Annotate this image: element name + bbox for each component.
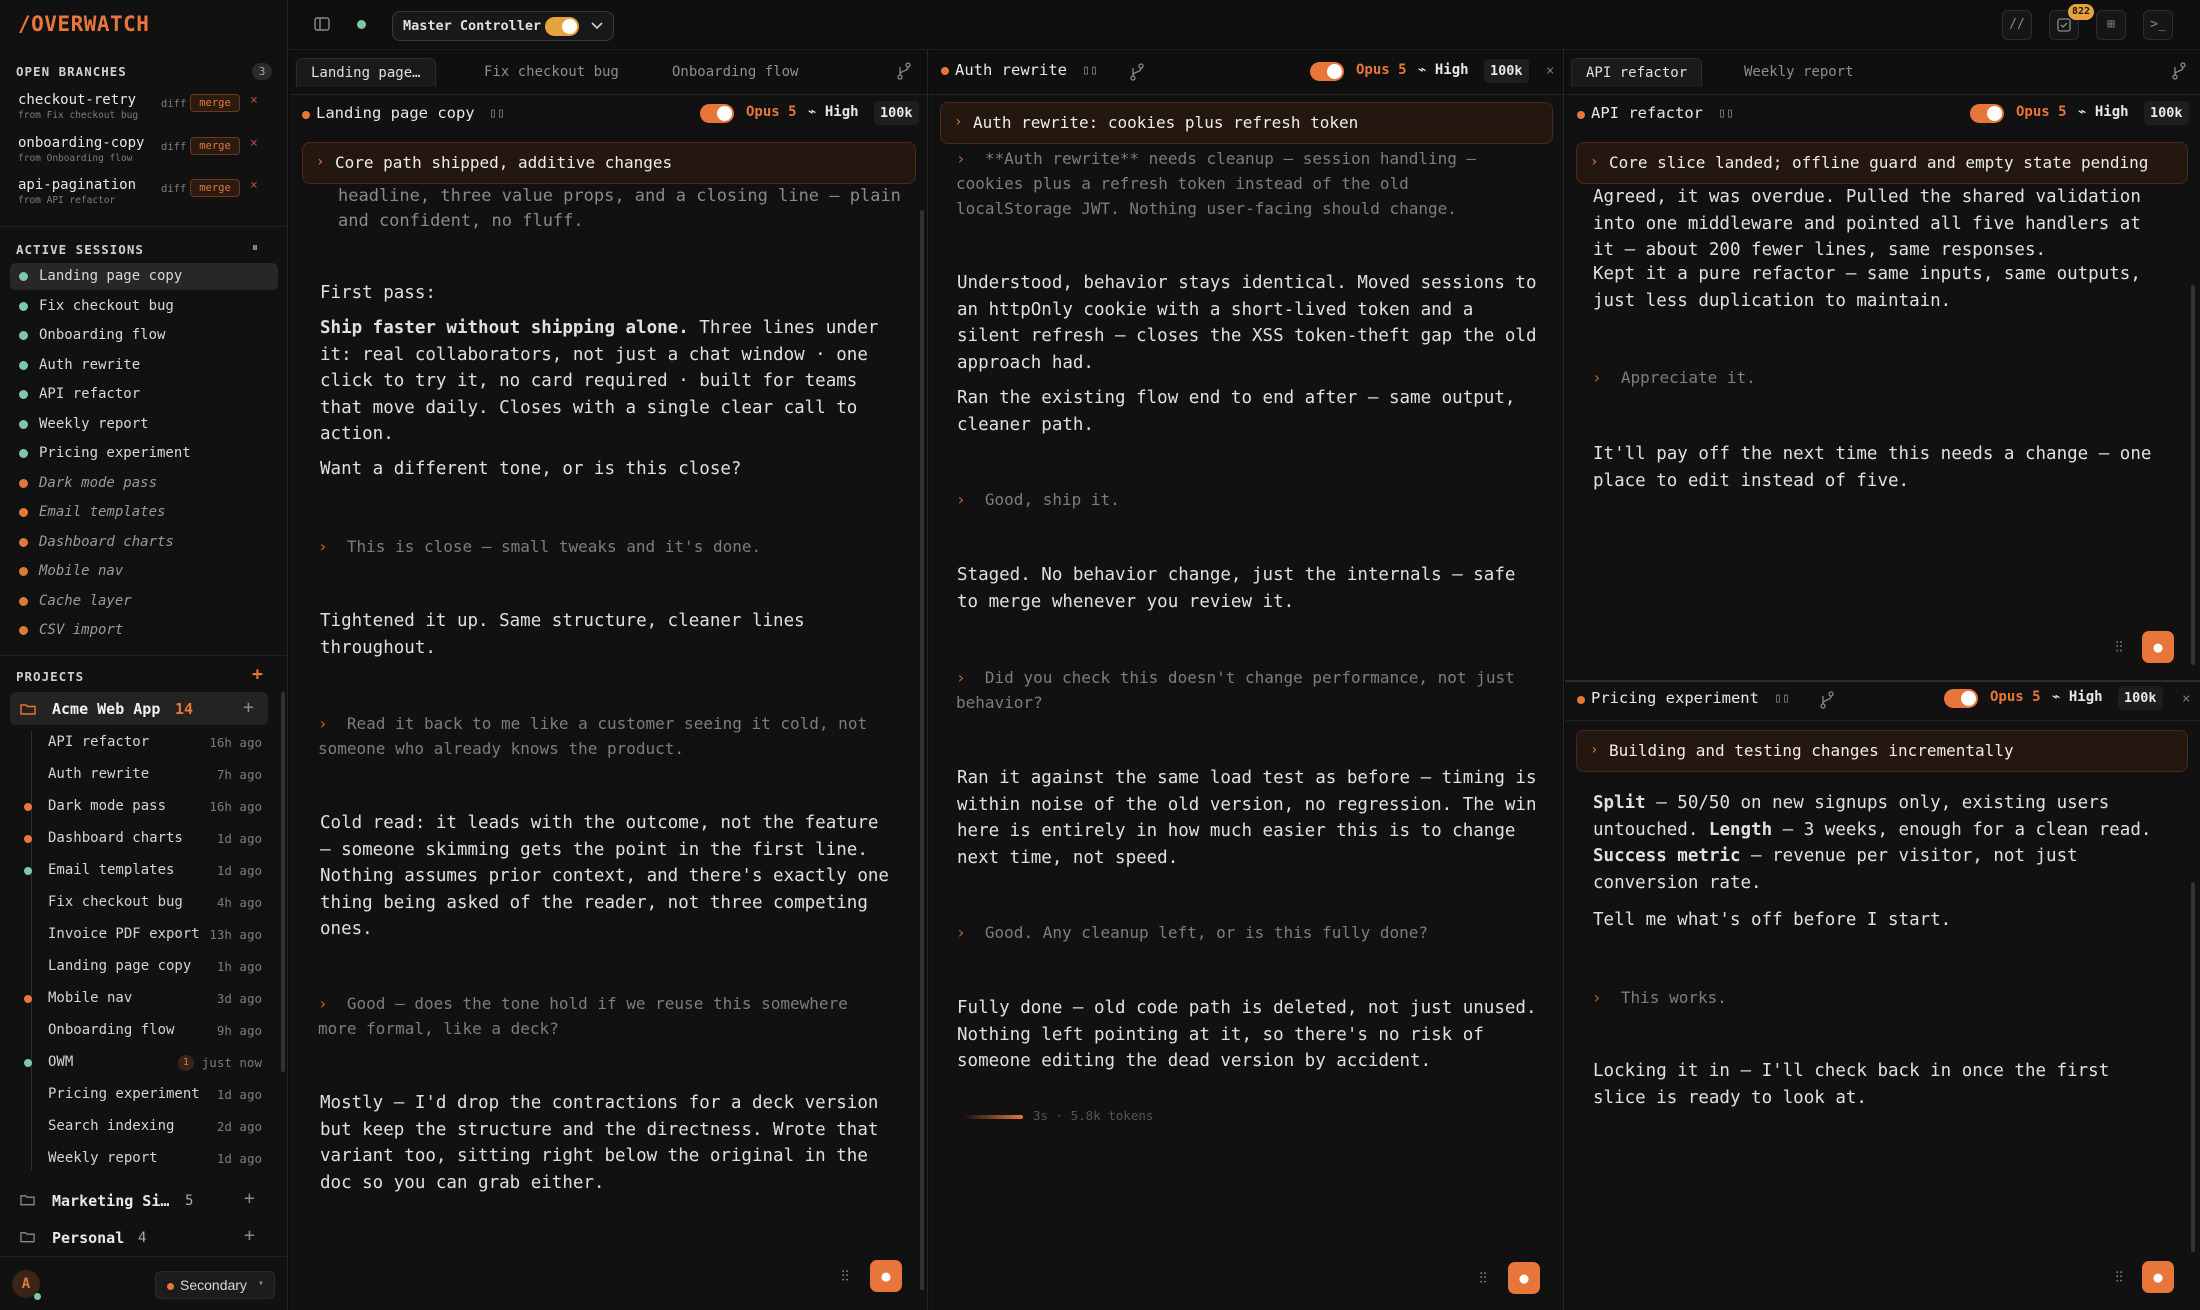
user-message: › This is close — small tweaks and it's done. bbox=[318, 537, 762, 556]
chevron-right-icon: › bbox=[1590, 154, 1599, 170]
branch-icon[interactable] bbox=[1819, 691, 1835, 709]
master-controller-toggle[interactable] bbox=[545, 17, 579, 36]
session-label: Auth rewrite bbox=[39, 356, 141, 373]
pane-title: Pricing experiment bbox=[1591, 689, 1759, 707]
microphone-button[interactable]: ● bbox=[1508, 1262, 1540, 1294]
branch-merge-button[interactable]: merge bbox=[190, 94, 240, 112]
session-label: Weekly report bbox=[39, 415, 149, 432]
active-session-item[interactable] bbox=[10, 352, 278, 379]
book-icon[interactable]: ▯▯ bbox=[1082, 63, 1098, 78]
session-label: Email templates bbox=[39, 504, 166, 520]
folder-icon bbox=[20, 1194, 35, 1206]
book-icon[interactable]: ▯▯ bbox=[1718, 106, 1734, 121]
book-icon[interactable]: ▯▯ bbox=[1774, 691, 1790, 706]
branch-item bbox=[18, 135, 280, 175]
session-summary[interactable] bbox=[302, 142, 916, 184]
session-status-dot bbox=[19, 479, 28, 488]
open-branches-heading: OPEN BRANCHES bbox=[16, 64, 127, 79]
project-session-label: API refactor bbox=[48, 734, 150, 750]
project-session-item[interactable] bbox=[30, 730, 268, 756]
message-text: Appreciate it. bbox=[1620, 368, 1756, 387]
notification-count-badge: 822 bbox=[2068, 4, 2094, 20]
message-bold: Length bbox=[1708, 819, 1773, 840]
folder-open-icon bbox=[20, 703, 36, 715]
pane-api-refactor bbox=[1565, 50, 2200, 680]
project-session-time: 1d ago bbox=[216, 1087, 262, 1102]
project-acme-web-app[interactable] bbox=[10, 692, 268, 725]
tab-strip bbox=[1565, 50, 2200, 95]
session-status-dot bbox=[1577, 111, 1585, 119]
session-status-dot bbox=[941, 67, 949, 75]
session-status-dot bbox=[24, 1059, 32, 1067]
voice-wave-icon[interactable]: ⫶⫶ bbox=[2115, 1268, 2123, 1286]
active-sessions-heading: ACTIVE SESSIONS bbox=[16, 242, 144, 257]
message-text: headline, three value props, and a closing line — plain and confident, no fluff. bbox=[338, 186, 901, 231]
session-label: Landing page copy bbox=[39, 268, 183, 284]
message-text: Did you check this doesn't change performance, not just behavior? bbox=[956, 668, 1515, 712]
project-session-item[interactable] bbox=[30, 762, 268, 788]
project-session-item[interactable] bbox=[30, 1114, 268, 1140]
context-size[interactable]: 100k bbox=[2144, 101, 2189, 125]
pane-header bbox=[929, 50, 1563, 95]
project-session-label: Auth rewrite bbox=[48, 766, 150, 782]
project-session-item[interactable] bbox=[30, 922, 268, 948]
session-label: Dark mode pass bbox=[39, 474, 158, 491]
project-session-label: Weekly report bbox=[48, 1150, 158, 1166]
session-summary[interactable] bbox=[940, 102, 1553, 144]
assistant-message: Ran the existing flow end to end after — same output, cleaner path. bbox=[957, 388, 1516, 435]
model-controls bbox=[1970, 102, 2198, 126]
project-session-time: 13h ago bbox=[209, 927, 262, 942]
pane-scrollbar[interactable] bbox=[2191, 285, 2195, 665]
session-status-dot bbox=[19, 272, 28, 281]
message-text: Good — does the tone hold if we reuse this somewhere more formal, like a deck? bbox=[318, 994, 848, 1038]
branch-close-icon[interactable]: × bbox=[250, 178, 258, 193]
book-icon[interactable]: ▯▯ bbox=[489, 106, 505, 121]
session-status-dot bbox=[19, 302, 28, 311]
model-controls bbox=[1310, 60, 1540, 84]
model-controls bbox=[1944, 687, 2176, 711]
effort-label[interactable]: ⌁ High bbox=[2052, 689, 2103, 705]
session-label: Cache layer bbox=[39, 592, 132, 609]
tab-landing-page[interactable]: Landing page… bbox=[296, 58, 436, 87]
terminal-icon[interactable]: >_ bbox=[2143, 10, 2173, 40]
avatar[interactable]: A bbox=[12, 1270, 40, 1298]
effort-value: High bbox=[2068, 689, 2103, 705]
effort-label[interactable]: ⌁ High bbox=[1418, 62, 1469, 78]
token-status: 3s · 5.8k tokens bbox=[1033, 1108, 1154, 1123]
active-session-item[interactable] bbox=[10, 558, 278, 585]
project-session-label: Onboarding flow bbox=[48, 1022, 175, 1038]
master-controller[interactable] bbox=[392, 11, 614, 41]
add-session-icon[interactable]: + bbox=[243, 697, 254, 718]
microphone-button[interactable]: ● bbox=[870, 1260, 902, 1292]
session-toggle[interactable] bbox=[1944, 689, 1978, 708]
effort-value: High bbox=[1434, 62, 1469, 78]
close-icon[interactable]: × bbox=[2182, 691, 2191, 707]
chevron-right-icon: › bbox=[954, 114, 963, 130]
project-session-item[interactable] bbox=[30, 794, 268, 820]
effort-value: High bbox=[2094, 104, 2129, 120]
assistant-message: Staged. No behavior change, just the internals — safe to merge whenever you review it. bbox=[957, 565, 1516, 612]
active-session-item[interactable] bbox=[10, 529, 278, 556]
active-session-item[interactable] bbox=[10, 617, 278, 644]
message-text: Good, ship it. bbox=[984, 490, 1120, 509]
mode-selector[interactable] bbox=[155, 1271, 275, 1299]
branch-icon[interactable] bbox=[896, 62, 912, 80]
assistant-message: Tightened it up. Same structure, cleaner lines throughout. bbox=[320, 611, 805, 658]
project-session-label: Landing page copy bbox=[48, 958, 192, 974]
project-session-label: Dark mode pass bbox=[48, 798, 167, 814]
project-session-item[interactable] bbox=[30, 1082, 268, 1108]
online-status-dot bbox=[34, 1293, 41, 1300]
project-session-label: Dashboard charts bbox=[48, 830, 183, 846]
project-session-item[interactable] bbox=[30, 954, 268, 980]
project-session-item[interactable] bbox=[30, 826, 268, 852]
session-status-dot bbox=[24, 995, 32, 1003]
user-message: › Appreciate it. bbox=[1592, 368, 1756, 387]
chevron-right-icon: › bbox=[1590, 742, 1599, 758]
assistant-message: First pass: bbox=[320, 283, 436, 303]
tab-strip bbox=[290, 50, 927, 95]
pane-title: Auth rewrite bbox=[955, 61, 1067, 79]
pane-scrollbar[interactable] bbox=[920, 210, 924, 1290]
project-count: 4 bbox=[138, 1230, 147, 1246]
progress-indicator bbox=[963, 1115, 1023, 1119]
slash-icon[interactable]: // bbox=[2002, 10, 2032, 40]
active-session-item[interactable] bbox=[10, 263, 278, 290]
user-message: › Good. Any cleanup left, or is this fully done? bbox=[956, 923, 1429, 942]
assistant-message: Cold read: it leads with the outcome, not the feature — someone skimming gets the point in the first line. Nothing assumes prior context, and there's exactly one thing being asked of the reader, not three competing ones. bbox=[320, 813, 889, 939]
session-status-dot bbox=[24, 867, 32, 875]
session-status-dot bbox=[19, 449, 28, 458]
branch-close-icon[interactable]: × bbox=[250, 136, 258, 151]
active-session-item[interactable] bbox=[10, 322, 278, 349]
assistant-message: Agreed, it was overdue. Pulled the shared validation into one middleware and pointed all five handlers at it — about 200 fewer lines, same responses. bbox=[1593, 187, 2141, 260]
session-summary[interactable] bbox=[1576, 730, 2188, 772]
branch-source: from Onboarding flow bbox=[18, 153, 133, 164]
message-text: **Auth rewrite** needs cleanup — session handling — cookies plus a refresh token instead of the old localStorage JWT. Nothing user-facing should change. bbox=[956, 149, 1477, 218]
branch-close-icon[interactable]: × bbox=[250, 93, 258, 108]
user-message: › Good, ship it. bbox=[956, 490, 1120, 509]
project-session-label: Pricing experiment bbox=[48, 1086, 200, 1102]
project-session-time: 1d ago bbox=[216, 1151, 262, 1166]
open-branches-count: 3 bbox=[252, 63, 272, 80]
project-session-label: OWM bbox=[48, 1054, 74, 1070]
message-text: This works. bbox=[1620, 988, 1727, 1007]
user-message: › This works. bbox=[1592, 988, 1727, 1007]
message-text: — revenue per visitor, not just conversion rate. bbox=[1593, 846, 2078, 893]
microphone-button[interactable]: ● bbox=[2142, 631, 2174, 663]
project-session-item[interactable] bbox=[30, 986, 268, 1012]
active-session-item[interactable] bbox=[10, 440, 278, 467]
project-session-item[interactable] bbox=[30, 1018, 268, 1044]
session-label: Fix checkout bug bbox=[39, 297, 174, 314]
pane-scrollbar[interactable] bbox=[2191, 882, 2195, 1252]
user-message: › Read it back to me like a customer seeing it cold, not someone who already knows the product. bbox=[318, 714, 868, 758]
message-text: This is close — small tweaks and it's done. bbox=[346, 537, 762, 556]
session-summary[interactable] bbox=[1576, 142, 2188, 184]
project-session-item[interactable] bbox=[30, 890, 268, 916]
session-status-dot bbox=[19, 626, 28, 635]
session-status-dot bbox=[24, 835, 32, 843]
session-status-dot bbox=[19, 331, 28, 340]
project-session-time: 9h ago bbox=[216, 1023, 262, 1038]
message-text: Read it back to me like a customer seeing it cold, not someone who already knows the product. bbox=[318, 714, 868, 758]
folder-icon bbox=[20, 1231, 35, 1243]
project-session-time: 4h ago bbox=[216, 895, 262, 910]
assistant-message: Tell me what's off before I start. bbox=[1593, 910, 1952, 930]
session-label: CSV import bbox=[39, 622, 124, 638]
tab-weekly-report[interactable]: Weekly report bbox=[1744, 64, 1854, 80]
tab-onboarding-flow[interactable]: Onboarding flow bbox=[672, 64, 799, 80]
divider bbox=[0, 1256, 288, 1257]
branch-item bbox=[18, 92, 280, 132]
session-status-dot bbox=[19, 567, 28, 576]
branch-merge-button[interactable]: merge bbox=[190, 179, 240, 197]
model-label[interactable]: Opus 5 bbox=[1990, 689, 2041, 705]
project-session-item[interactable] bbox=[30, 1050, 268, 1076]
tab-api-refactor[interactable]: API refactor bbox=[1571, 58, 1702, 87]
divider bbox=[0, 226, 288, 227]
project-session-time: 1h ago bbox=[216, 959, 262, 974]
session-label: Onboarding flow bbox=[39, 327, 166, 343]
context-size[interactable]: 100k bbox=[1484, 59, 1529, 83]
session-status-dot bbox=[19, 597, 28, 606]
active-session-item[interactable] bbox=[10, 588, 278, 615]
projects-heading: PROJECTS bbox=[16, 669, 85, 684]
branch-item bbox=[18, 177, 280, 217]
branch-name: onboarding-copy bbox=[18, 135, 145, 151]
project-session-label: Fix checkout bug bbox=[48, 894, 183, 910]
top-bar bbox=[288, 0, 2200, 50]
chevron-down-icon: ▾ bbox=[258, 1278, 265, 1289]
voice-wave-icon[interactable]: ⫶⫶ bbox=[841, 1267, 849, 1285]
add-session-icon[interactable]: + bbox=[244, 1225, 255, 1246]
effort-label[interactable]: ⌁ High bbox=[808, 104, 859, 120]
session-status-dot bbox=[19, 420, 28, 429]
voice-wave-icon[interactable]: ⫶⫶ bbox=[1479, 1269, 1487, 1287]
user-message: › Good — does the tone hold if we reuse this somewhere more formal, like a deck? bbox=[318, 994, 848, 1038]
sidebar-toggle-icon[interactable] bbox=[314, 17, 330, 31]
pane-title: API refactor bbox=[1591, 104, 1703, 122]
pane-title: Landing page copy bbox=[316, 104, 475, 122]
session-status-dot bbox=[24, 803, 32, 811]
connection-status-dot bbox=[357, 20, 366, 29]
pane-header bbox=[1565, 95, 2200, 135]
branch-name: checkout-retry bbox=[18, 92, 137, 108]
branch-name: api-pagination bbox=[18, 177, 137, 193]
assistant-message: Fully done — old code path is deleted, not just unused. Nothing left pointing at it, so there's no risk of someone editing the dead version by accident. bbox=[957, 998, 1537, 1071]
assistant-message: Mostly — I'd drop the contractions for a deck version but keep the structure and the directness. Wrote that variant too, sitting right below the original in the doc so you can grab either. bbox=[320, 1093, 879, 1193]
assistant-message: It'll pay off the next time this needs a change — one place to edit instead of five. bbox=[1593, 444, 2152, 491]
session-status-dot bbox=[19, 508, 28, 517]
summary-text: Auth rewrite: cookies plus refresh token bbox=[973, 113, 1359, 132]
pane-header bbox=[290, 95, 927, 135]
branch-source: from API refactor bbox=[18, 195, 116, 206]
model-label[interactable]: Opus 5 bbox=[2016, 104, 2067, 120]
branch-merge-button[interactable]: merge bbox=[190, 137, 240, 155]
assistant-message: Locking it in — I'll check back in once the first slice is ready to look at. bbox=[1593, 1061, 2110, 1108]
assistant-message bbox=[1593, 790, 2151, 896]
add-session-icon[interactable]: + bbox=[244, 1188, 255, 1209]
user-message: › Did you check this doesn't change performance, not just behavior? bbox=[956, 668, 1515, 712]
project-session-label: Email templates bbox=[48, 862, 175, 878]
branch-diff-link[interactable]: diff bbox=[161, 141, 187, 153]
session-label: Pricing experiment bbox=[39, 445, 191, 461]
summary-text: Core path shipped, additive changes bbox=[335, 153, 673, 172]
project-session-item[interactable] bbox=[30, 1146, 268, 1172]
chevron-right-icon: › bbox=[316, 154, 325, 170]
project-marketing-site[interactable] bbox=[10, 1188, 268, 1214]
branch-diff-link[interactable]: diff bbox=[161, 183, 187, 195]
active-session-item[interactable] bbox=[10, 499, 278, 526]
session-label: Mobile nav bbox=[39, 563, 124, 579]
project-name: Acme Web App bbox=[52, 700, 161, 718]
branch-source: from Fix checkout bug bbox=[18, 110, 139, 121]
message-text: — 3 weeks, enough for a clean read. bbox=[1782, 819, 2152, 840]
branch-diff-link[interactable]: diff bbox=[161, 98, 187, 110]
sidebar bbox=[0, 0, 288, 1310]
summary-text: Building and testing changes incrementally bbox=[1609, 741, 2014, 760]
mode-label: Secondary bbox=[180, 1277, 247, 1293]
active-session-item[interactable] bbox=[10, 470, 278, 497]
pane-auth-rewrite bbox=[929, 50, 1564, 1310]
effort-label[interactable]: ⌁ High bbox=[2078, 104, 2129, 120]
branch-icon[interactable] bbox=[1129, 63, 1145, 81]
microphone-button[interactable]: ● bbox=[2142, 1261, 2174, 1293]
pane-landing-page bbox=[290, 50, 928, 1310]
message-text: Three lines under it: real collaborators, not just a chat window · one click to try it, no card required · built for teams that move daily. Closes with a single clear call to action. bbox=[320, 318, 879, 444]
session-label: Dashboard charts bbox=[39, 533, 174, 550]
session-toggle[interactable] bbox=[1970, 104, 2004, 123]
project-name: Personal bbox=[52, 1229, 125, 1247]
branch-icon[interactable] bbox=[2171, 62, 2187, 80]
project-session-time: 3d ago bbox=[216, 991, 262, 1006]
session-toggle[interactable] bbox=[1310, 62, 1344, 81]
assistant-message: Understood, behavior stays identical. Moved sessions to an httpOnly cookie with a short-lived token and a silent refresh — closes the XSS token-theft gap the old approach had. bbox=[957, 273, 1537, 373]
unread-badge: 1 bbox=[178, 1055, 194, 1071]
user-message: › **Auth rewrite** needs cleanup — session handling — cookies plus a refresh token instead of the old localStorage JWT. Nothing user-facing should change. bbox=[956, 149, 1477, 218]
chevron-down-icon[interactable] bbox=[591, 22, 603, 30]
project-name: Marketing Si… bbox=[52, 1192, 170, 1210]
assistant-message: Want a different tone, or is this close? bbox=[320, 459, 742, 479]
project-session-time: 7h ago bbox=[216, 767, 262, 782]
context-size[interactable]: 100k bbox=[2118, 686, 2163, 710]
add-project-icon[interactable]: + bbox=[252, 664, 263, 685]
message-text: Good. Any cleanup left, or is this fully done? bbox=[984, 923, 1429, 942]
message-bold: Ship faster without shipping alone. bbox=[320, 318, 689, 338]
session-toggle[interactable] bbox=[700, 104, 734, 123]
voice-wave-icon[interactable]: ⫶⫶ bbox=[2115, 638, 2123, 656]
project-session-time: just now bbox=[201, 1055, 262, 1070]
divider bbox=[1565, 720, 2200, 721]
model-label[interactable]: Opus 5 bbox=[746, 104, 797, 120]
model-controls bbox=[700, 102, 924, 126]
session-status-dot bbox=[19, 390, 28, 399]
pane-header bbox=[1565, 682, 2200, 722]
project-session-time: 2d ago bbox=[216, 1119, 262, 1134]
message-bold: Success metric bbox=[1593, 846, 1741, 866]
session-status-dot bbox=[1577, 696, 1585, 704]
project-session-label: Search indexing bbox=[48, 1118, 175, 1134]
message-bold: Split bbox=[1593, 793, 1646, 813]
context-size[interactable]: 100k bbox=[874, 101, 919, 125]
sidebar-scrollbar[interactable] bbox=[281, 692, 285, 1072]
project-session-time: 1d ago bbox=[216, 831, 262, 846]
assistant-message bbox=[320, 315, 878, 448]
session-status-dot bbox=[19, 361, 28, 370]
project-session-label: Invoice PDF export bbox=[48, 926, 200, 942]
tab-fix-checkout-bug[interactable]: Fix checkout bug bbox=[484, 64, 619, 80]
summary-text: Core slice landed; offline guard and empty state pending bbox=[1609, 153, 2149, 172]
pause-icon[interactable]: ⏸ bbox=[252, 240, 259, 254]
master-controller-label: Master Controller bbox=[403, 18, 542, 34]
project-session-label: Mobile nav bbox=[48, 990, 133, 1006]
project-count: 14 bbox=[175, 700, 194, 718]
effort-value: High bbox=[824, 104, 859, 120]
project-personal[interactable] bbox=[10, 1225, 268, 1251]
active-session-item[interactable] bbox=[10, 411, 278, 438]
app-logo: /OVERWATCH bbox=[18, 12, 150, 36]
project-session-item[interactable] bbox=[30, 858, 268, 884]
project-count: 5 bbox=[185, 1193, 194, 1209]
model-label[interactable]: Opus 5 bbox=[1356, 62, 1407, 78]
session-status-dot bbox=[302, 111, 310, 119]
session-status-dot bbox=[19, 538, 28, 547]
project-session-time: 16h ago bbox=[209, 799, 262, 814]
assistant-message: Ran it against the same load test as before — timing is within noise of the old version, no regression. The win here is entirely in how much easier this is to change next time, not speed. bbox=[957, 768, 1537, 868]
project-session-time: 1d ago bbox=[216, 863, 262, 878]
grid-icon[interactable]: ⊞ bbox=[2096, 10, 2126, 40]
pane-pricing-experiment bbox=[1565, 682, 2200, 1310]
assistant-message: Kept it a pure refactor — same inputs, same outputs, just less duplication to maintain. bbox=[1593, 264, 2141, 311]
divider bbox=[0, 655, 288, 656]
message-text: — 50/50 on new signups only, existing users untouched. bbox=[1593, 793, 2110, 840]
session-label: API refactor bbox=[39, 386, 141, 402]
active-session-item[interactable] bbox=[10, 381, 278, 408]
active-session-item[interactable] bbox=[10, 293, 278, 320]
mode-dot bbox=[167, 1283, 174, 1290]
close-icon[interactable]: × bbox=[1546, 63, 1555, 79]
project-session-time: 16h ago bbox=[209, 735, 262, 750]
